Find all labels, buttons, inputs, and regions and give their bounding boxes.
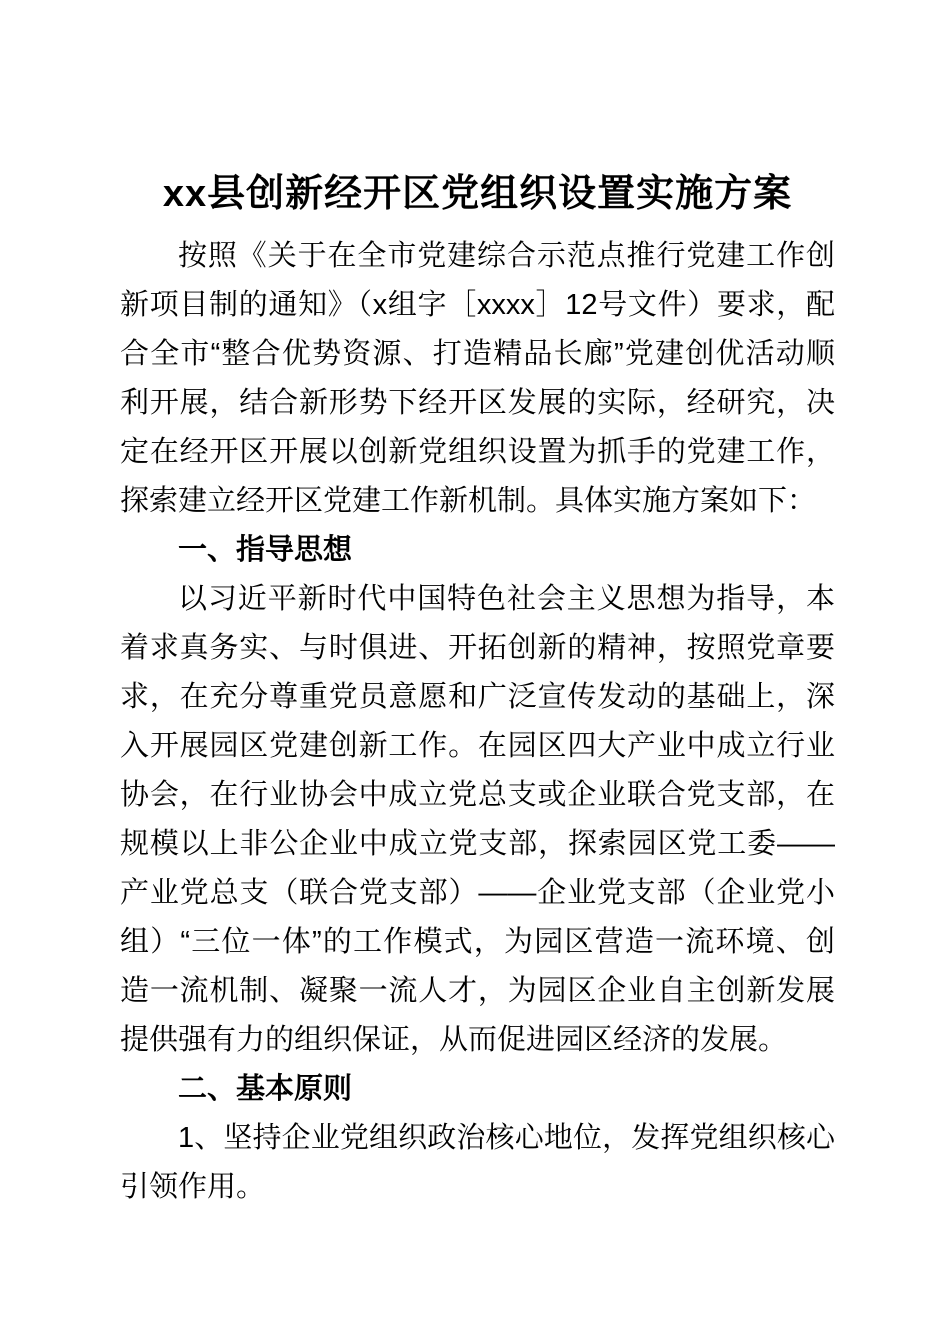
section-heading: 一、指导思想 <box>178 534 353 566</box>
body-paragraph: 1、坚持企业党组织政治核心地位，发挥党组织核心引领作用。 <box>120 1122 835 1203</box>
document-body <box>120 232 835 1212</box>
body-paragraph: 按照《关于在全市党建综合示范点推行党建工作创新项目制的通知》（x组字［xxxx］12号文件）要求，配合全市“整合优势资源、打造精品长廊”党建创优活动顺利开展，结合新形势下经开区发展的实际，经研究，决定在经开区开展以创新党组织设置为抓手的党建工作，探索建立经开区党建工作新机制。具体实施方案如下： <box>120 240 835 517</box>
document-title: xx县创新经开区党组织设置实施方案 <box>162 173 793 215</box>
section-heading: 二、基本原则 <box>178 1073 353 1105</box>
body-paragraph: 以习近平新时代中国特色社会主义思想为指导，本着求真务实、与时俱进、开拓创新的精神，按照党章要求，在充分尊重党员意愿和广泛宣传发动的基础上，深入开展园区党建创新工作。在园区四大产业中成立行业协会，在行业协会中成立党总支或企业联合党支部，在规模以上非公企业中成立党支部，探索园区党工委——产业党总支（联合党支部）——企业党支部（企业党小组）“三位一体”的工作模式，为园区营造一流环境、创造一流机制、凝聚一流人才，为园区企业自主创新发展提供强有力的组织保证，从而促进园区经济的发展。 <box>120 583 835 1056</box>
